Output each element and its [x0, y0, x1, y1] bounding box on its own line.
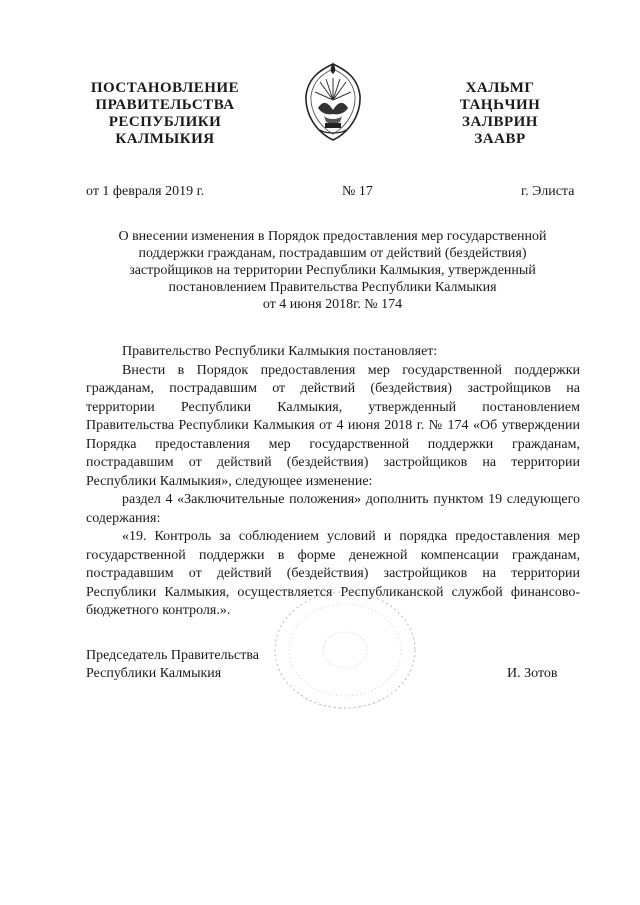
- header-left: [70, 80, 260, 148]
- header-right-line: ТАҢҺЧИН: [459, 97, 541, 113]
- header-right-line: ЗАЛВРИН: [462, 114, 538, 130]
- title-line: постановлением Правительства Республики Калмыкия: [168, 280, 497, 295]
- round-seal-stamp-icon: [270, 585, 420, 715]
- signatory-name: И. Зотов: [507, 666, 558, 681]
- header-right-line: ХАЛЬМГ: [465, 80, 535, 96]
- body-paragraph: раздел 4 «Заключительные положения» дополнить пунктом 19 следующего содержания:: [86, 492, 580, 526]
- header-left-line: ПРАВИТЕЛЬСТВА: [95, 97, 235, 113]
- title-line: от 4 июня 2018г. № 174: [262, 297, 403, 312]
- document-date: от 1 февраля 2019 г.: [86, 184, 205, 199]
- coat-of-arms-icon: [298, 60, 368, 144]
- title-line: О внесении изменения в Порядок предоставления мер государственной: [118, 229, 547, 244]
- body-paragraph: «19. Контроль за соблюдением условий и порядка предоставления мер государственной поддержки в форме денежной компенсации гражданам, пострадавшим от действий (бездействия) застройщиков на территории Республики Калмыкия, осуществляется Республиканской службой финансово-бюджетного контроля.».: [86, 529, 580, 618]
- signature-title-line: Председатель Правительства: [86, 648, 259, 663]
- header-left-line: РЕСПУБЛИКИ: [108, 114, 222, 130]
- header-right-line: ЗААВР: [474, 131, 526, 147]
- document-body: [86, 343, 580, 621]
- title-line: застройщиков на территории Республики Калмыкия, утвержденный: [129, 263, 536, 278]
- signature-title: [86, 647, 259, 683]
- document-number: № 17: [342, 184, 373, 199]
- header-left-line: КАЛМЫКИЯ: [115, 131, 215, 147]
- header-left-line: ПОСТАНОВЛЕНИЕ: [90, 80, 240, 96]
- body-paragraph: Правительство Республики Калмыкия постановляет:: [122, 344, 438, 359]
- title-line: поддержки гражданам, пострадавшим от действий (бездействия): [138, 246, 527, 261]
- signature-title-line: Республики Калмыкия: [86, 666, 222, 681]
- document-title: [95, 228, 570, 313]
- document-city: г. Элиста: [521, 184, 575, 199]
- body-paragraph: Внести в Порядок предоставления мер государственной поддержки гражданам, пострадавшим от действий (бездействия) застройщиков на территории Республики Калмыкия, утвержденный постановлением Правительства Республики Калмыкия от 4 июня 2018 г. № 174 «Об утверждении Порядка предоставления мер государственной поддержки гражданам, пострадавшим от действий (бездействия) застройщиков на территории Республики Калмыкия», следующее изменение:: [86, 362, 580, 489]
- header-right: [425, 80, 575, 148]
